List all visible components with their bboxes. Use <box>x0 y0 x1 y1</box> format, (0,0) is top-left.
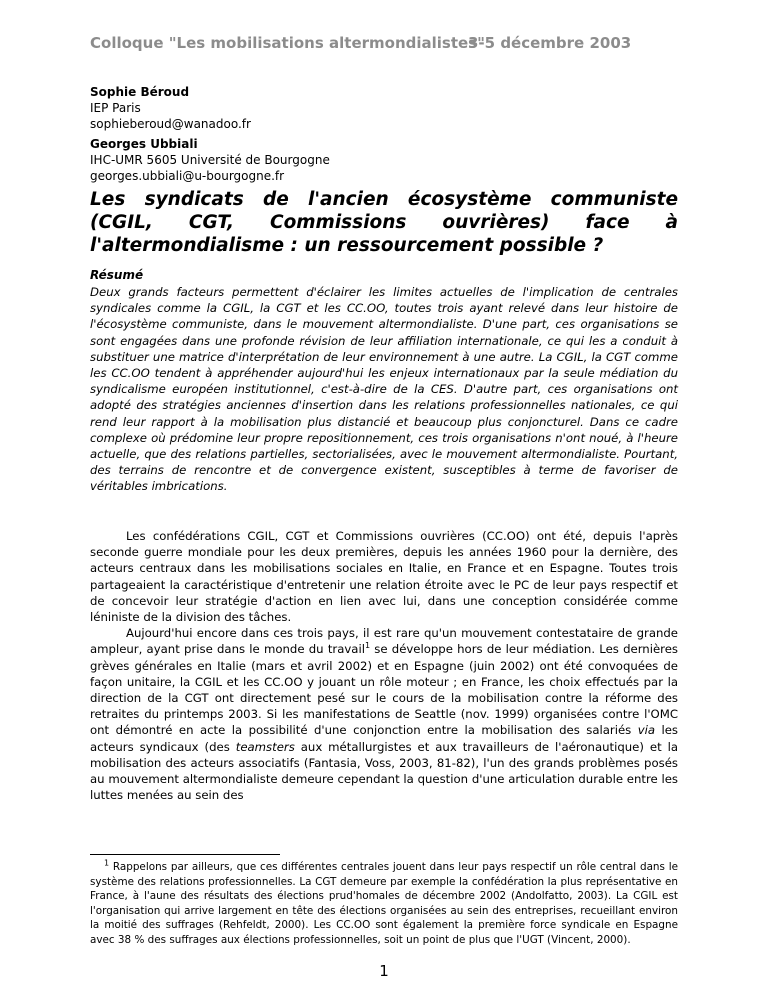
body-paragraph-1: Les confédérations CGIL, CGT et Commissions ouvrières (CC.OO) ont été, depuis l'après seconde guerre mondiale pour les deux premières, depuis les années 1960 pour la dernière, des acteurs centraux dans les mobilisations sociales en Italie, en France et en Espagne. Toutes trois partageaient la caractéristique d'entretenir une relation étroite avec le PC de leur pays respectif et de concevoir leur stratégie d'action en lien avec lui, dans une conception considérée comme léniniste de la division des tâches. <box>90 529 678 625</box>
author-block-2 <box>90 136 330 184</box>
author-block-1 <box>90 84 251 132</box>
italic-term: teamsters <box>235 739 295 754</box>
footnote-reference[interactable]: 1 <box>364 641 371 651</box>
body-text <box>90 528 678 803</box>
author-email: georges.ubbiali@u-bourgogne.fr <box>90 169 285 183</box>
author-email: sophieberoud@wanadoo.fr <box>90 117 251 131</box>
text-run: aux métallurgistes et aux travailleurs de l'aéronautique) et la mobilisation des acteurs associatifs (Fantasia, Voss, 2003, 81-82), l'un des grands problèmes posés au mouvement altermondialiste demeure cependant la question d'une articulation durable entre les luttes menées au sein des <box>90 739 678 803</box>
text-run: se développe hors de leur médiation. Les dernières grèves générales en Italie (mars et avril 2002) et en Espagne (juin 2002) ont été convoquées de façon unitaire, la CGIL et les CC.OO y jouant un rôle moteur ; en France, les choix effectués par la direction de la CGT ont directement pesé sur le cours de la mobilisation contre la réforme des retraites du printemps 2003. Si les manifestations de Seattle (nov. 1999) organisées contre l'OMC ont démontré en acte la possibilité d'une conjonction entre la mobilisation des salariés <box>90 642 678 738</box>
abstract-heading: Résumé <box>90 268 144 282</box>
body-paragraph-2 <box>90 625 678 803</box>
footnote-body: Rappelons par ailleurs, que ces différentes centrales jouent dans leur pays respectif un rôle central dans le système des relations professionnelles. La CGT demeure par exemple la confédération la plus représentative en France, à l'aune des résultats des élections prud'homales de décembre 2002 (Andolfatto, 2003). La CGIL est l'organisation qui arrive largement en tête des élections organisées au sein des entreprises, recueillant environ la moitié des suffrages (Rehfeldt, 2000). Les CC.OO sont également la première force syndicale en Espagne avec 38 % des suffrages aux élections professionnelles, soit un point de plus que l'UGT (Vincent, 2000). <box>90 861 678 946</box>
footnote-separator <box>90 854 280 855</box>
author-name: Sophie Béroud <box>90 85 190 99</box>
author-name: Georges Ubbiali <box>90 137 198 151</box>
article-title: Les syndicats de l'ancien écosystème communiste (CGIL, CGT, Commissions ouvrières) face à l'altermondialisme : un ressourcement possible ? <box>90 189 678 256</box>
italic-term: via <box>637 723 656 738</box>
footnote <box>90 860 678 948</box>
footnote-marker: 1 <box>104 858 110 868</box>
header-conference-title: Colloque "Les mobilisations altermondialistes" <box>90 34 485 52</box>
footnote-text <box>90 860 678 948</box>
abstract-text: Deux grands facteurs permettent d'éclairer les limites actuelles de l'implication de centrales syndicales comme la CGIL, la CGT et les CC.OO, toutes trois ayant relevé dans leur histoire de l'écosystème communiste, dans le mouvement altermondialiste. D'une part, ces organisations se sont engagées dans une profonde révision de leur affiliation internationale, ce qui les a conduit à substituer une matrice d'interprétation de leur environnement à une autre. La CGIL, la CGT comme les CC.OO tendent à appréhender aujourd'hui les enjeux internationaux par la seule médiation du syndicalisme européen institutionnel, c'est-à-dire de la CES. D'autre part, ces organisations ont adopté des stratégies anciennes d'insertion dans les relations professionnelles nationales, ce qui rend leur rapport à la mobilisation plus distancié et beaucoup plus conjoncturel. Dans ce cadre complexe où prédomine leur propre repositionnement, ces trois organisations n'ont noué, à l'heure actuelle, que des relations partielles, sectorialisées, avec le mouvement altermondialiste. Pourtant, des terrains de rencontre et de convergence existent, susceptibles à terme de favoriser de véritables imbrications. <box>90 285 678 494</box>
text-run: Aujourd'hui encore dans ces trois pays, il est rare qu'un mouvement contestataire de grande ampleur, ayant prise dans le monde du travail <box>90 626 678 657</box>
author-affiliation: IEP Paris <box>90 101 141 115</box>
page-number: 1 <box>379 962 389 980</box>
text-run: les acteurs syndicaux (des <box>90 723 679 754</box>
header-dates: 3-5 décembre 2003 <box>468 34 632 52</box>
author-affiliation: IHC-UMR 5605 Université de Bourgogne <box>90 153 330 167</box>
